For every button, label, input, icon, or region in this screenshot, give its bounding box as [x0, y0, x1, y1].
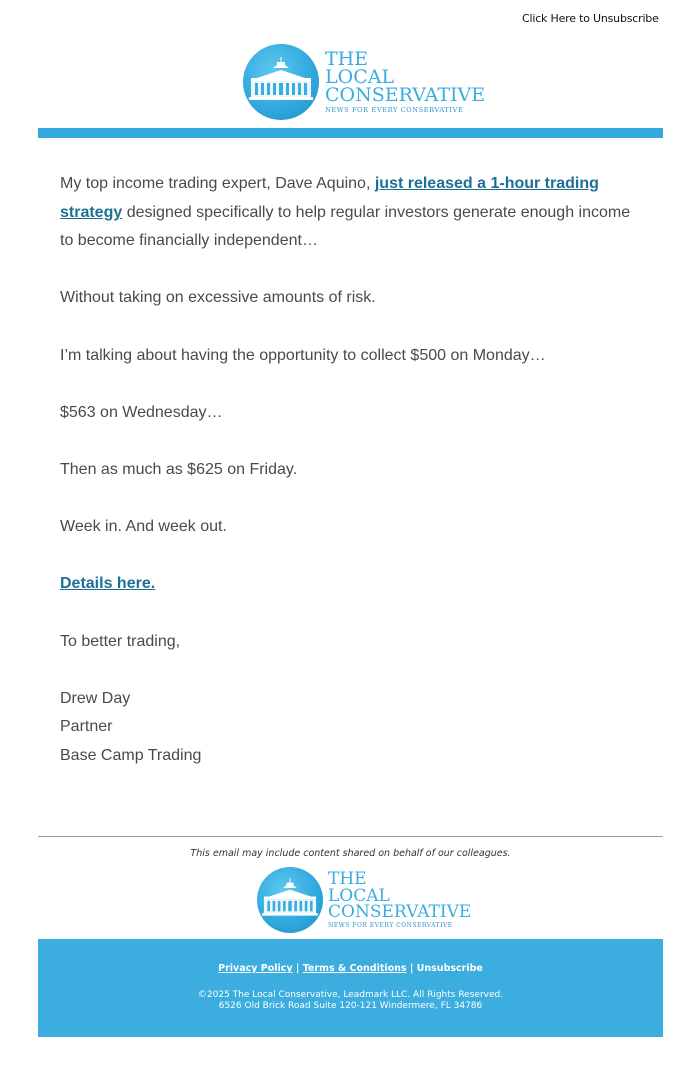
- footer-links: [38, 963, 663, 974]
- top-unsubscribe-link[interactable]: Click Here to Unsubscribe: [522, 12, 659, 25]
- header-divider-bar: [38, 128, 663, 138]
- terms-link[interactable]: Terms & Conditions: [302, 963, 407, 974]
- signature-company: Base Camp Trading: [60, 746, 202, 764]
- footer-disclaimer: This email may include content shared on behalf of our colleagues.: [190, 848, 511, 859]
- email-body: [60, 170, 645, 770]
- signature: [60, 685, 645, 771]
- copyright-text: ©2025 The Local Conservative, Leadmark LLC. All Rights Reserved.: [197, 990, 504, 1000]
- header-logo[interactable]: [243, 44, 485, 120]
- white-house-icon: [243, 44, 319, 120]
- logo-tagline: NEWS FOR EVERY CONSERVATIVE: [328, 921, 453, 929]
- trading-strategy-link[interactable]: just released a 1-hour trading strategy: [60, 175, 599, 221]
- logo-local: LOCAL: [325, 66, 395, 89]
- footer-bar: [38, 939, 663, 1037]
- logo-wordmark: [328, 871, 471, 928]
- closing-line: To better trading,: [60, 632, 181, 650]
- signature-title: Partner: [60, 718, 113, 736]
- details-paragraph: [60, 570, 645, 599]
- logo-the: THE: [325, 48, 369, 71]
- link-separator: |: [292, 963, 303, 974]
- monday-paragraph: I’m talking about having the opportunity to collect $500 on Monday…: [60, 346, 546, 364]
- signature-name: Drew Day: [60, 689, 131, 707]
- white-house-icon: [257, 867, 323, 933]
- logo-the: THE: [328, 869, 367, 890]
- logo-local: LOCAL: [328, 885, 390, 906]
- footer-unsubscribe-link[interactable]: Unsubscribe: [416, 963, 483, 974]
- details-link[interactable]: Details here.: [60, 575, 156, 593]
- footer-logo[interactable]: [257, 867, 471, 933]
- link-separator: |: [406, 963, 417, 974]
- week-paragraph: Week in. And week out.: [60, 518, 227, 536]
- privacy-policy-link[interactable]: Privacy Policy: [218, 963, 293, 974]
- footer-legal: [38, 990, 663, 1012]
- logo-conservative: CONSERVATIVE: [328, 901, 472, 922]
- footer-divider: [38, 836, 663, 837]
- friday-paragraph: Then as much as $625 on Friday.: [60, 460, 298, 478]
- risk-paragraph: Without taking on excessive amounts of risk.: [60, 289, 376, 307]
- intro-paragraph: My top income trading expert, Dave Aquino, just released a 1-hour trading strategy designed specifically to help regular investors generate enough income to become financially independent…: [60, 175, 631, 250]
- wednesday-paragraph: $563 on Wednesday…: [60, 403, 223, 421]
- logo-wordmark: [325, 50, 485, 113]
- address-text: 6526 Old Brick Road Suite 120-121 Windermere, FL 34786: [218, 1001, 483, 1011]
- logo-conservative: CONSERVATIVE: [325, 84, 486, 107]
- logo-tagline: NEWS FOR EVERY CONSERVATIVE: [325, 106, 464, 115]
